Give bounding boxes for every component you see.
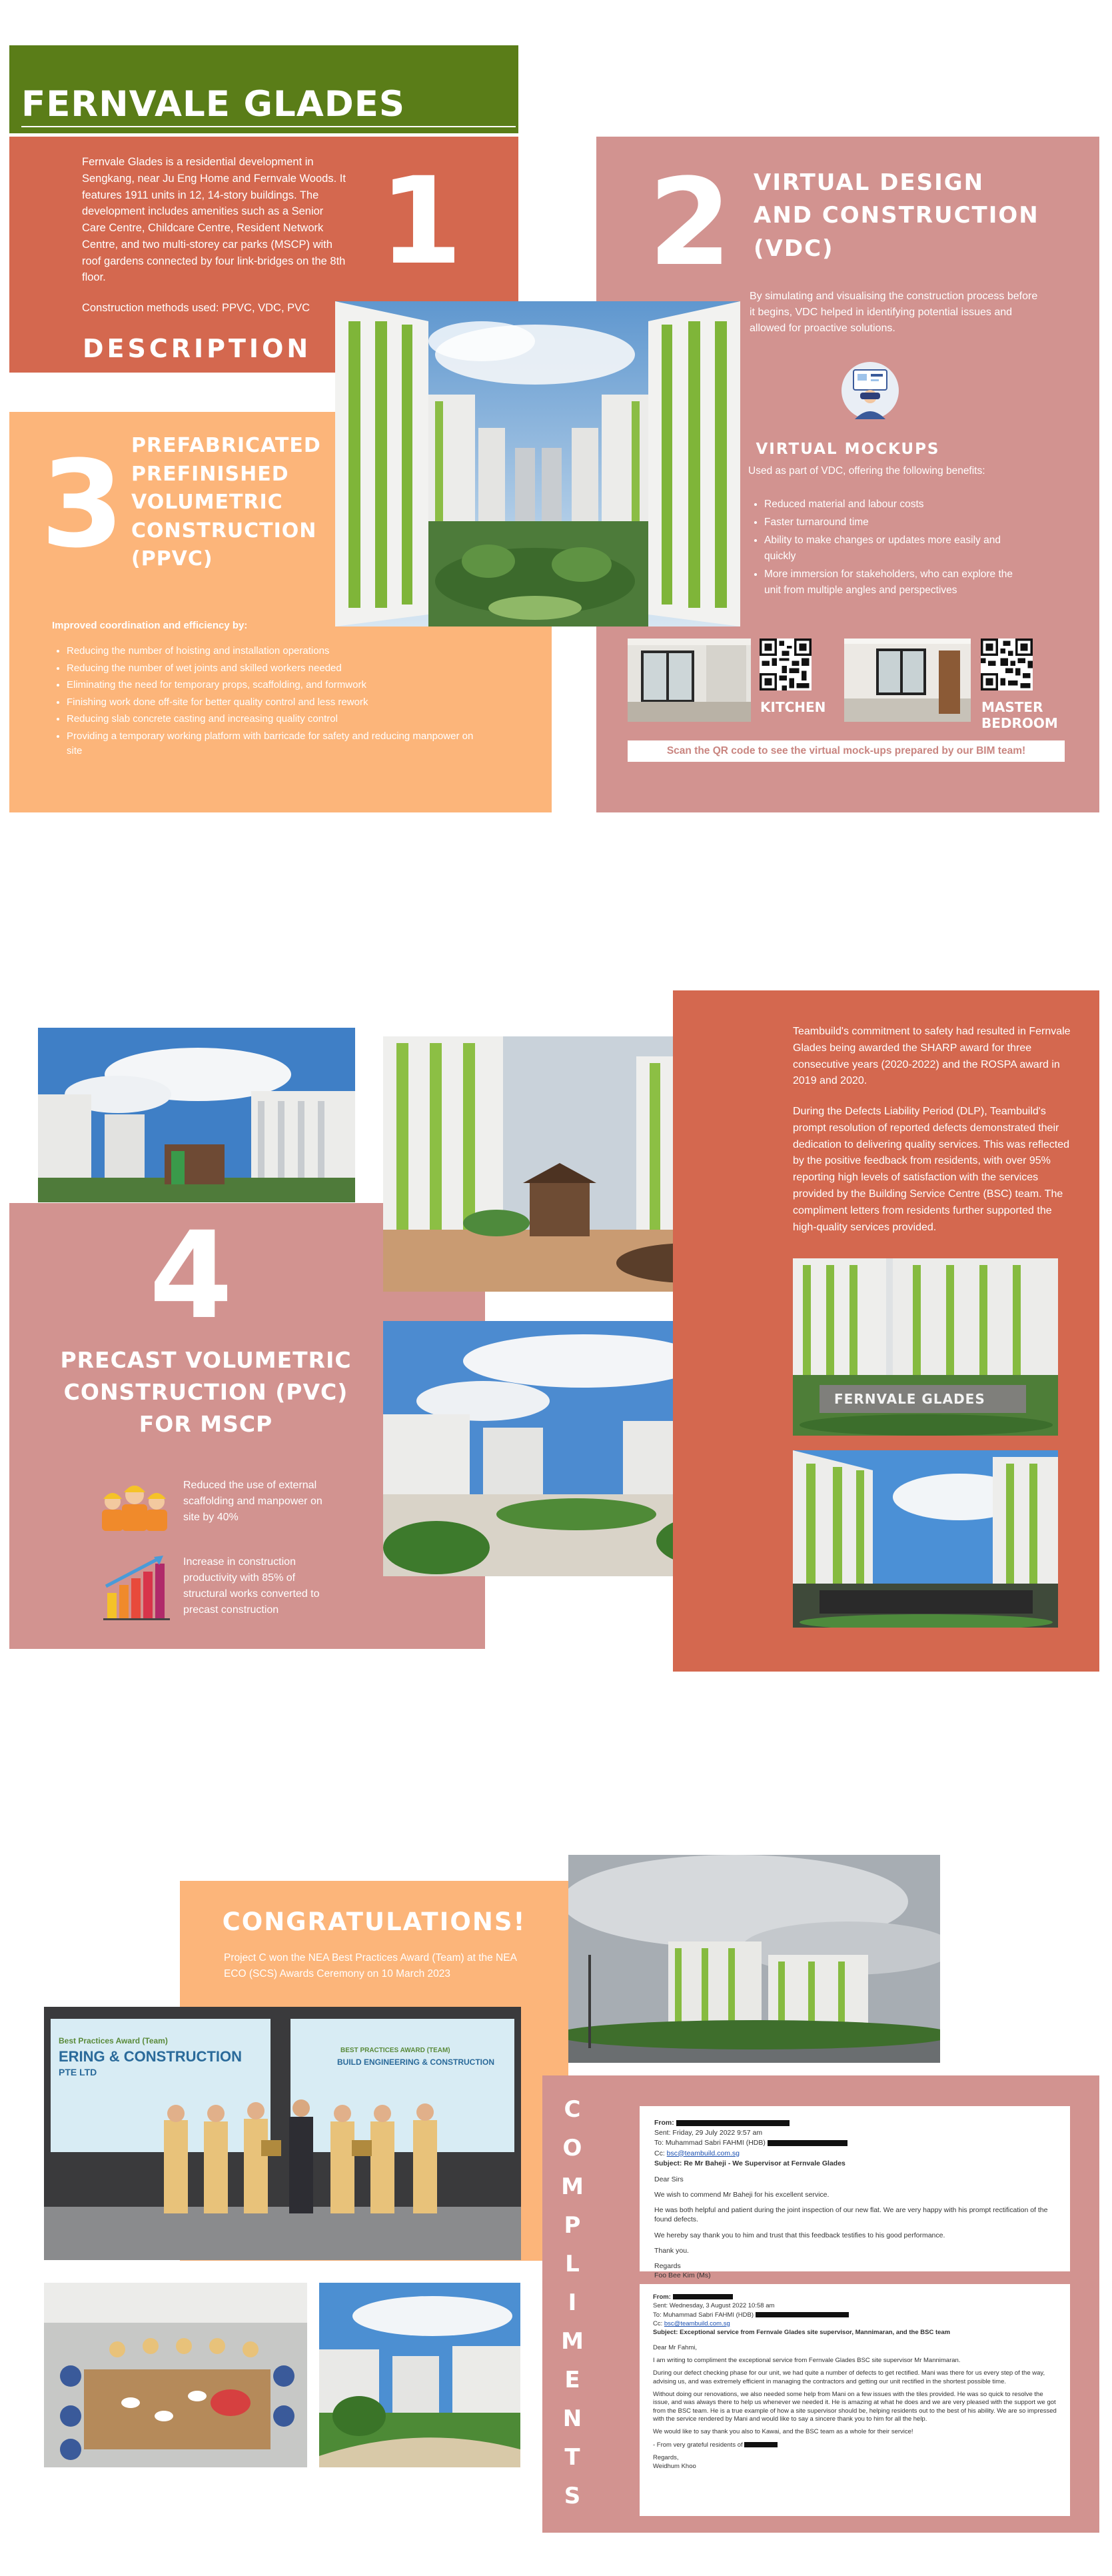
vr-headset-icon: [840, 361, 900, 421]
list-item: • Ability to make changes or updates more easily and quickly: [764, 533, 1016, 565]
screen-left-line-2: ERING & CONSTRUCTION: [59, 2048, 242, 2065]
email-greeting: Dear Sirs: [654, 2175, 684, 2183]
green-garden-photo: [319, 2283, 520, 2467]
screen-left-line-1: Best Practices Award (Team): [59, 2036, 168, 2045]
redaction-bar: [673, 2294, 733, 2299]
email-body-line: We hereby say thank you to him and trust that this feedback testifies to his good performance.: [654, 2231, 945, 2239]
section-number-4: 4: [149, 1206, 233, 1346]
scan-banner: [628, 740, 1065, 762]
mockups-heading: VIRTUAL MOCKUPS: [756, 441, 940, 458]
kitchen-mockup-image: [628, 639, 751, 722]
email-signature: Foo Bee Kim (Ms): [654, 2271, 711, 2280]
compliments-letter: E: [564, 2367, 580, 2393]
fernvale-sign-photo: [793, 1258, 1058, 1436]
list-item: • Reducing the number of wet joints and skilled workers needed: [67, 661, 478, 676]
vdc-text: By simulating and visualising the construction process before it begins, VDC helped in identifying potential issues and allowed for proactive solutions.: [750, 291, 1038, 334]
screen-right-line-2: BUILD ENGINEERING & CONSTRUCTION: [337, 2057, 495, 2067]
bedroom-mockup-image: [844, 639, 971, 722]
compliments-letter: S: [564, 2483, 581, 2509]
email-from-label: From:: [653, 2293, 671, 2301]
compliments-letter: M: [561, 2173, 584, 2200]
description-text: Fernvale Glades is a residential development in Sengkang, near Ju Eng Home and Fernvale Woods. It features 1911 units in 12, 14-story buildings. The development includes amenities such as a Senior Care Centre, Childcare Centre, Resident Network Centre, and two multi-storey car parks (MSCP) with roof gardens connected by four link-bridges on the 8th floor.: [82, 156, 346, 284]
email-closing: - From very grateful residents of: [653, 2441, 743, 2449]
scaffolding-stat: Reduced the use of external scaffolding and manpower on site by 40%: [183, 1480, 322, 1523]
cloudy-building-photo: [568, 1855, 940, 2063]
compliments-vertical-heading: [556, 2090, 589, 2515]
screen-right-line-1: BEST PRACTICES AWARD (TEAM): [340, 2047, 450, 2054]
email-cc-label: Cc:: [654, 2149, 665, 2157]
pvc-heading: PRECAST VOLUMETRIC CONSTRUCTION (PVC) FOR MSCP: [60, 1347, 352, 1437]
email-from-label: From:: [654, 2119, 674, 2127]
compliments-letter: M: [561, 2328, 584, 2355]
email-cc-link[interactable]: bsc@teambuild.com.sg: [664, 2320, 730, 2328]
section-number-2: 2: [648, 153, 732, 293]
compliments-letter: T: [564, 2444, 580, 2471]
email-cc-label: Cc:: [653, 2320, 663, 2328]
list-item: • More immersion for stakeholders, who can explore the unit from multiple angles and perspectives: [764, 567, 1016, 599]
email-sent: Sent: Wednesday, 3 August 2022 10:58 am: [653, 2302, 775, 2310]
workers-icon: [98, 1470, 171, 1533]
section-number-1: 1: [379, 152, 463, 291]
compliment-email-2: [640, 2284, 1070, 2516]
compliments-letter: I: [568, 2289, 577, 2316]
email-to: To: Muhammad Sabri FAHMI (HDB): [654, 2139, 766, 2147]
email-regards: Regards,: [653, 2454, 679, 2462]
congrats-text: Project C won the NEA Best Practices Award (Team) at the NEA ECO (SCS) Awards Ceremony on 10 March 2023: [224, 1952, 517, 1980]
list-item: • Reducing slab concrete casting and increasing quality control: [67, 712, 478, 727]
compliments-letter: O: [562, 2135, 582, 2161]
email-regards: Regards: [654, 2261, 681, 2270]
email-signature: Weidhum Khoo: [653, 2462, 696, 2470]
fernvale-overview-photo: [335, 301, 740, 627]
email-body-line: Without doing our renovations, we also needed some help from Mani on a few issues with the tiles provided. He was so quick to resolve the issue, and was always there to help us whenever we needed it. He is amazing at what he does and we are very pleased with the support we got from the BSC team. He is a true example of how a site supervisor should be, helping residents out to the best of his ability. We are so impressed with the service rendered by Mani and would like to say a sincere thank you to him for all the help.: [653, 2391, 1057, 2423]
redaction-bar: [768, 2140, 847, 2146]
section-number-3: 3: [41, 435, 125, 575]
screen-left-line-3: PTE LTD: [59, 2067, 97, 2077]
scan-banner-text: Scan the QR code to see the virtual mock-ups prepared by our BIM team!: [666, 745, 1026, 756]
email-cc-link[interactable]: bsc@teambuild.com.sg: [666, 2149, 740, 2157]
email-body-line: I am writing to compliment the exceptional service from Fernvale Glades BSC site supervisor Mr Mannimaran.: [653, 2357, 961, 2365]
block-entrance-photo: [793, 1450, 1058, 1628]
safety-para-1: Teambuild's commitment to safety had resulted in Fernvale Glades being awarded the SHARP award for three consecutive years (2020-2022) and the ROSPA award in 2019 and 2020.: [793, 1026, 1071, 1087]
benefits-list: [750, 497, 1016, 601]
email-subject: Subject: Exceptional service from Fernvale Glades site supervisor, Mannimaran, and the BSC team: [653, 2329, 951, 2337]
bedroom-label: MASTER BEDROOM: [981, 699, 1058, 731]
compliments-letter: C: [564, 2096, 581, 2123]
congrats-heading: CONGRATULATIONS!: [222, 1908, 526, 1936]
vdc-heading: VIRTUAL DESIGN AND CONSTRUCTION (VDC): [754, 169, 1039, 262]
kitchen-label: KITCHEN: [760, 699, 826, 715]
email-body-line: He was both helpful and patient during the joint inspection of our new flat. We are very happy with his prompt rectification of the found defects.: [654, 2206, 1048, 2224]
redaction-bar: [756, 2312, 849, 2317]
email-to: To: Muhammad Sabri FAHMI (HDB): [653, 2311, 754, 2319]
productivity-chart-icon: [101, 1554, 174, 1621]
kitchen-qr-code[interactable]: [760, 639, 812, 690]
email-body-line: We wish to commend Mr Baheji for his excellent service.: [654, 2191, 830, 2199]
mockups-intro: Used as part of VDC, offering the following benefits:: [748, 465, 985, 477]
email-body-line: During our defect checking phase for our unit, we had quite a number of defects to get rectified. Mani was there for us every step of the way, advising us, and was extremely efficient in managing the contractors and getting our unit rectified in the shortest possible time.: [653, 2369, 1045, 2385]
playground-photo: [38, 1028, 355, 1202]
email-sent: Sent: Friday, 29 July 2022 9:57 am: [654, 2129, 763, 2137]
compliments-letter: L: [565, 2251, 580, 2277]
email-subject: Subject: Re Mr Baheji - We Supervisor at Fernvale Glades: [654, 2159, 845, 2167]
compliments-panel: [542, 2075, 1099, 2533]
award-ceremony-photo: [44, 2007, 521, 2260]
title-underline: [21, 126, 516, 127]
redaction-bar: [744, 2442, 778, 2447]
safety-para-2: During the Defects Liability Period (DLP), Teambuild's prompt resolution of reported defects demonstrated their dedication to delivering quality services. This was reflected by the positive feedback from residents, with over 95% reporting high levels of satisfaction with the services provided by the Building Service Centre (BSC) team. The compliment letters from residents further supported the high-quality services provided.: [793, 1106, 1070, 1233]
email-greeting: Dear Mr Fahmi,: [653, 2343, 697, 2351]
list-item: • Faster turnaround time: [764, 515, 1016, 531]
list-item: • Reducing the number of hoisting and installation operations: [67, 644, 478, 659]
compliment-email-1: [640, 2106, 1070, 2280]
list-item: • Eliminating the need for temporary props, scaffolding, and formwork: [67, 678, 478, 693]
compliments-letter: N: [562, 2405, 582, 2432]
safety-panel: [673, 990, 1099, 1672]
bedroom-qr-code[interactable]: [981, 639, 1033, 690]
redaction-bar: [676, 2120, 790, 2126]
list-item: • Finishing work done off-site for better quality control and less rework: [67, 695, 478, 710]
sign-text: FERNVALE GLADES: [834, 1391, 985, 1407]
title-bar: [9, 45, 518, 133]
meeting-room-photo: [44, 2283, 307, 2467]
description-heading: DESCRIPTION: [83, 334, 312, 363]
compliments-letter: P: [564, 2212, 581, 2239]
ppvc-intro: Improved coordination and efficiency by:: [52, 620, 248, 631]
email-body-line: We would like to say thank you also to Kawai, and the BSC team as a whole for their service!: [653, 2428, 913, 2436]
list-item: • Reduced material and labour costs: [764, 497, 1016, 513]
email-thanks: Thank you.: [654, 2246, 689, 2255]
ppvc-heading: PREFABRICATED PREFINISHED VOLUMETRIC CONSTRUCTION (PPVC): [131, 434, 321, 571]
ppvc-list: [52, 644, 478, 761]
construction-methods: Construction methods used: PPVC, VDC, PVC: [82, 302, 310, 314]
list-item: • Providing a temporary working platform with barricade for safety and reducing manpower on site: [67, 729, 478, 759]
productivity-stat: Increase in construction productivity with 85% of structural works converted to precast construction: [183, 1556, 320, 1616]
page-title: FERNVALE GLADES: [21, 84, 406, 125]
